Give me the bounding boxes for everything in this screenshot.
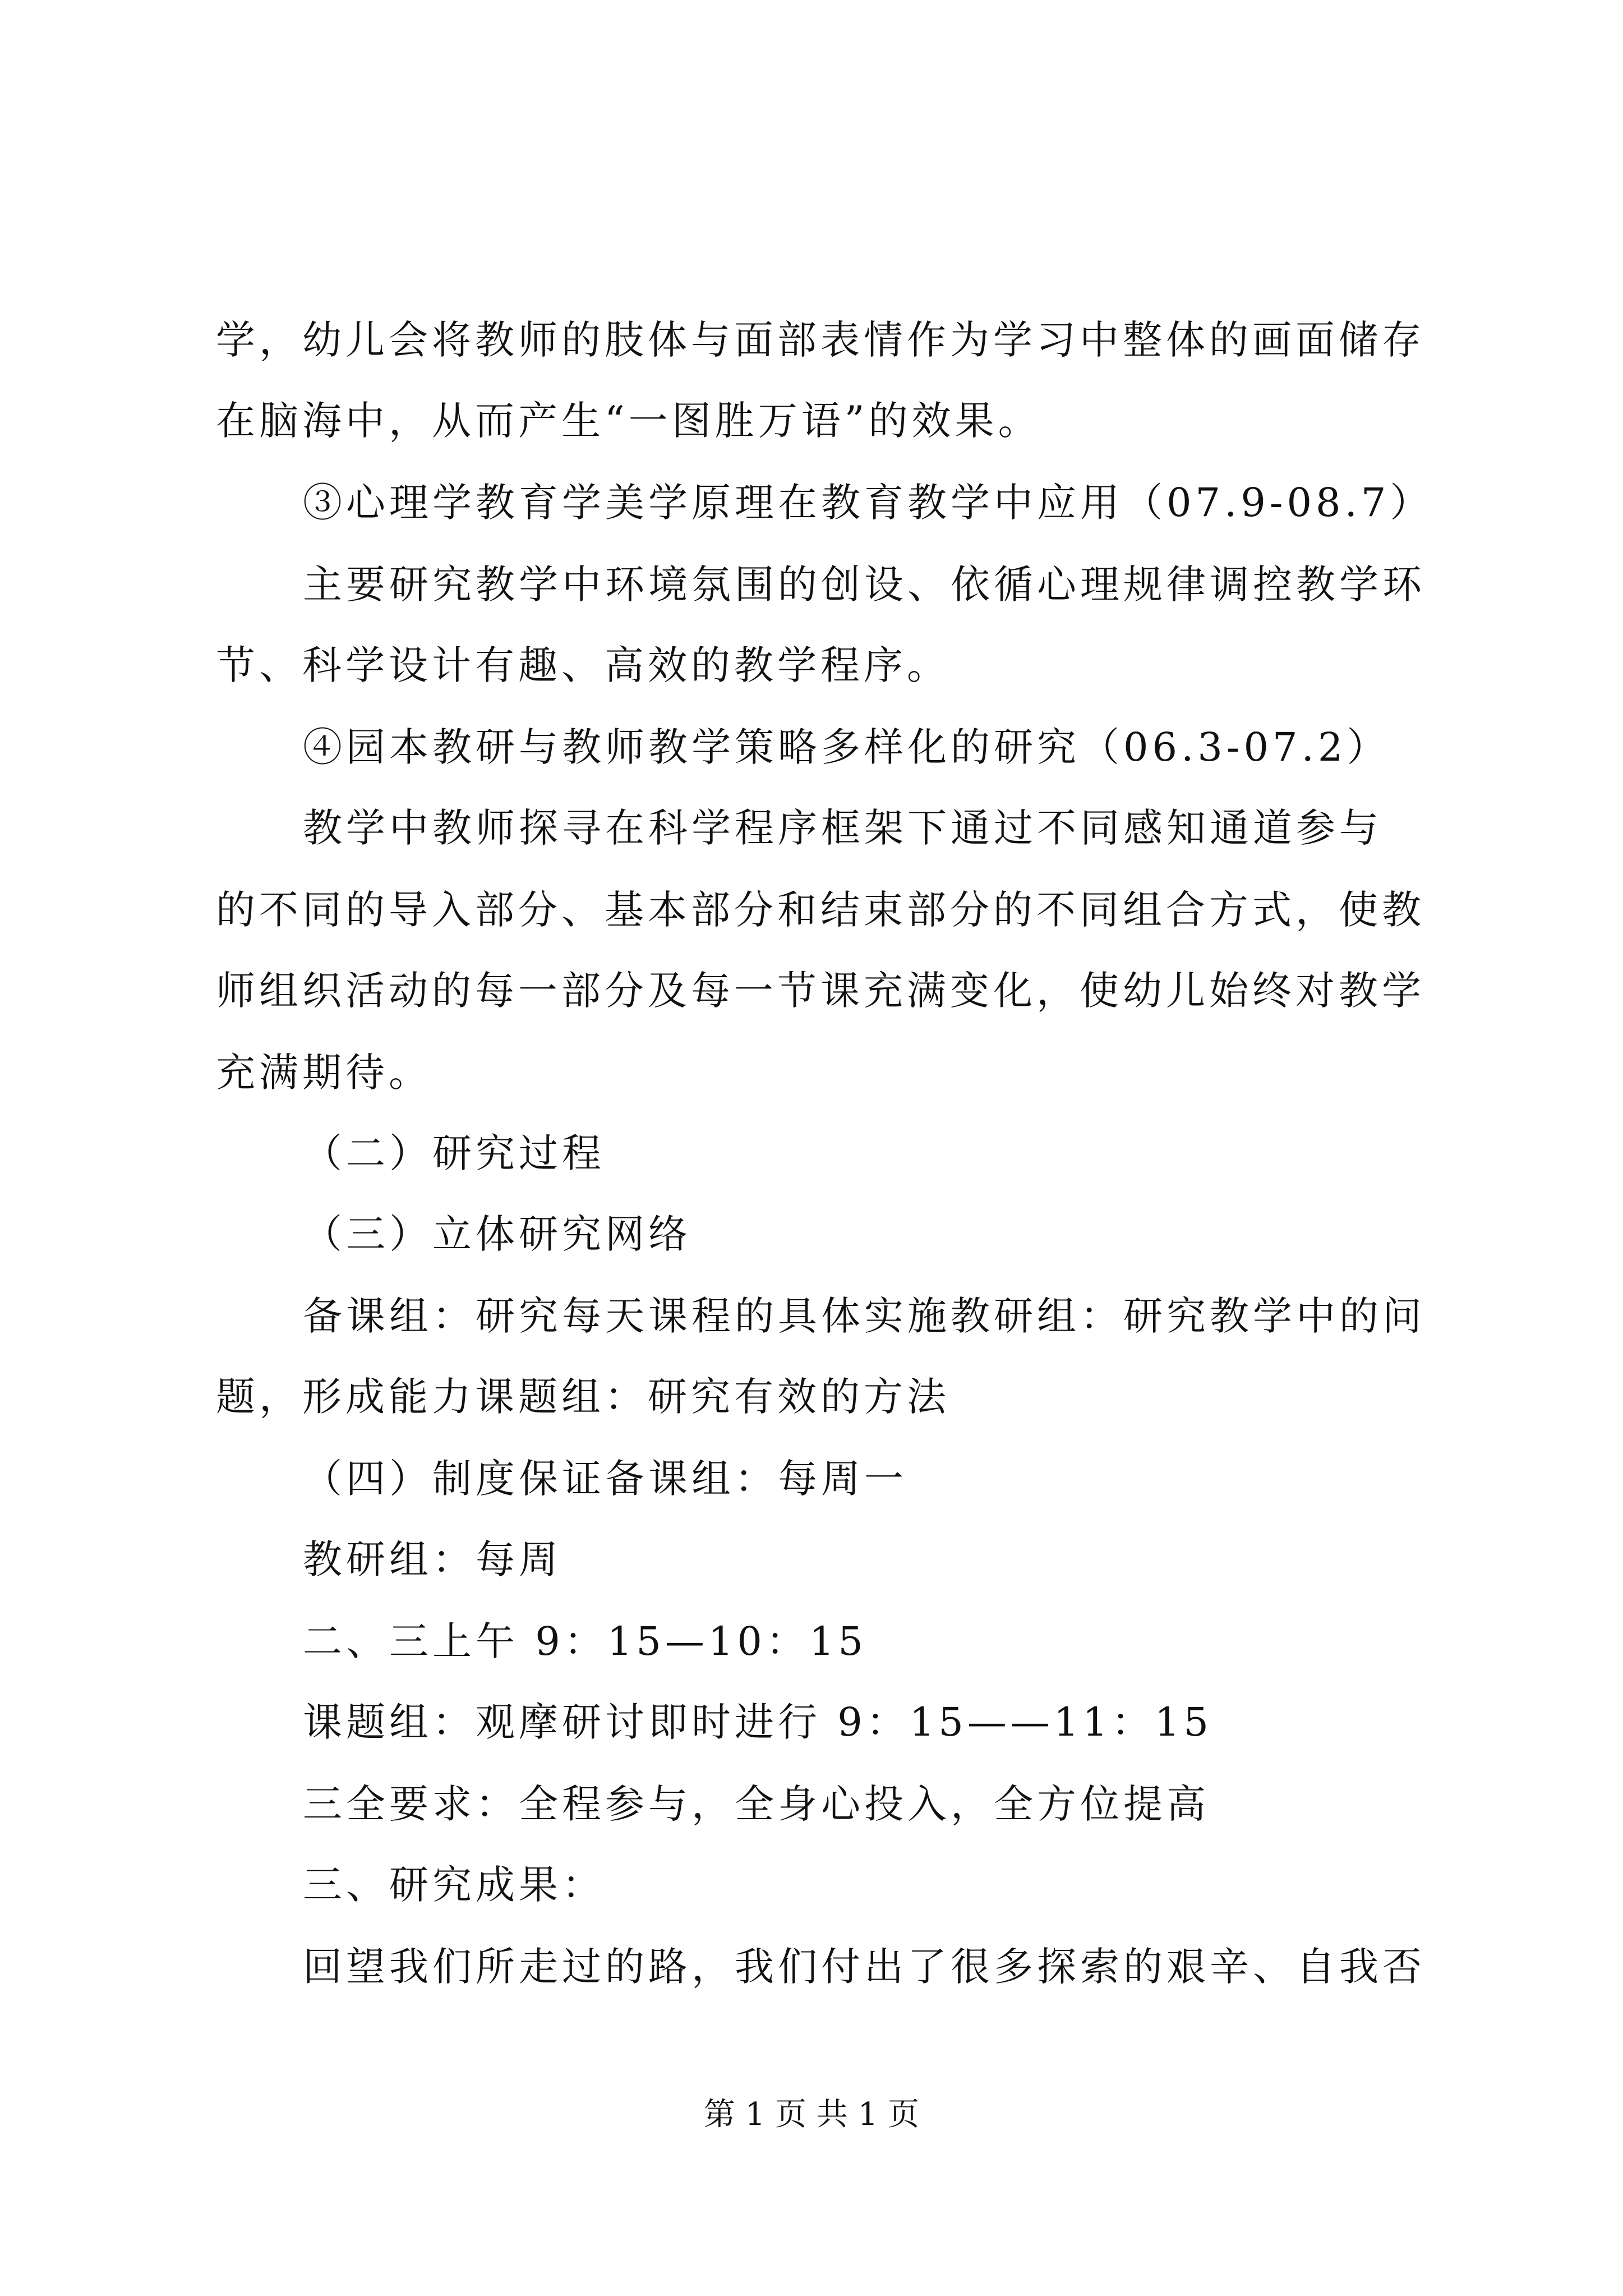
body-line-16: 教研组：每周 <box>303 1536 562 1582</box>
body-line-18: 课题组：观摩研讨即时进行 9：15——11：15 <box>303 1699 1213 1745</box>
body-line-13: 备课组：研究每天课程的具体实施教研组：研究教学中的问 <box>303 1293 1426 1339</box>
body-line-9: 师组织活动的每一部分及每一节课充满变化，使幼儿始终对教学 <box>216 968 1425 1014</box>
body-line-6: ④园本教研与教师教学策略多样化的研究（06.3-07.2） <box>303 724 1390 770</box>
page-footer: 第 1 页 共 1 页 <box>703 2096 920 2133</box>
body-line-17: 二、三上午 9：15—10：15 <box>303 1618 868 1664</box>
section-heading-research-process: （二）研究过程 <box>303 1130 605 1176</box>
body-line-7: 教学中教师探寻在科学程序框架下通过不同感知通道参与 <box>303 805 1382 851</box>
section-heading-results: 三、研究成果： <box>303 1862 605 1908</box>
body-line-10: 充满期待。 <box>216 1050 432 1096</box>
body-line-4: 主要研究教学中环境氛围的创设、依循心理规律调控教学环 <box>303 562 1426 608</box>
section-heading-research-network: （三）立体研究网络 <box>303 1211 691 1257</box>
body-line-3: ③心理学教育学美学原理在教育教学中应用（07.9-08.7） <box>303 480 1433 526</box>
body-line-1: 学，幼儿会将教师的肢体与面部表情作为学习中整体的画面储存 <box>216 317 1425 363</box>
section-heading-system: （四）制度保证备课组：每周一 <box>303 1456 907 1502</box>
body-line-2: 在脑海中，从而产生“一图胜万语”的效果。 <box>216 398 1041 444</box>
body-line-21: 回望我们所走过的路，我们付出了很多探索的艰辛、自我否 <box>303 1944 1426 1990</box>
body-line-14: 题，形成能力课题组：研究有效的方法 <box>216 1374 950 1420</box>
body-line-19: 三全要求：全程参与，全身心投入，全方位提高 <box>303 1781 1210 1827</box>
body-line-8: 的不同的导入部分、基本部分和结束部分的不同组合方式，使教 <box>216 887 1425 933</box>
body-line-5: 节、科学设计有趣、高效的教学程序。 <box>216 642 950 688</box>
